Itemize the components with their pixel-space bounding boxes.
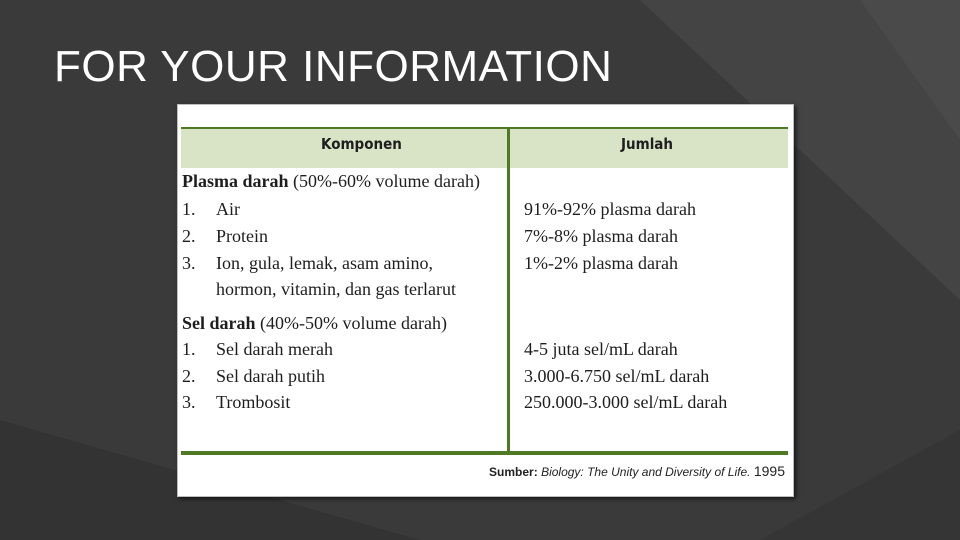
plasma-item-3-name: Ion, gula, lemak, asam amino, (216, 253, 433, 273)
plasma-item-1-amount: 91%-92% plasma darah (524, 199, 696, 219)
sel-item-3-name: Trombosit (216, 392, 291, 412)
plasma-item-1-num: 1. (182, 199, 196, 219)
source-label: Sumber: (489, 465, 538, 479)
plasma-item-2-name: Protein (216, 226, 268, 246)
source-book: Biology: The Unity and Diversity of Life. (541, 465, 751, 479)
section-plasma (182, 171, 480, 192)
plasma-item-3-num: 3. (182, 253, 196, 273)
section-plasma-label: Plasma darah (182, 171, 289, 191)
table-header-row (181, 127, 788, 168)
plasma-item-2-num: 2. (182, 226, 196, 246)
sel-item-1-name: Sel darah merah (216, 339, 333, 359)
blood-components-table (177, 104, 794, 497)
sel-item-2-name: Sel darah putih (216, 366, 325, 386)
header-jumlah: Jumlah (621, 135, 674, 153)
section-plasma-note: (50%-60% volume darah) (293, 171, 480, 191)
bottom-rule (181, 451, 788, 455)
sel-item-1-amount: 4-5 juta sel/mL darah (524, 339, 678, 359)
sel-item-1-num: 1. (182, 339, 196, 359)
section-sel (182, 313, 447, 334)
section-sel-label: Sel darah (182, 313, 256, 333)
source-year: 1995 (753, 463, 785, 479)
column-divider (507, 127, 510, 451)
sel-item-2-num: 2. (182, 366, 196, 386)
header-komponen: Komponen (321, 135, 402, 153)
slide-title: FOR YOUR INFORMATION (54, 42, 613, 91)
source-citation (489, 463, 785, 479)
sel-item-3-num: 3. (182, 392, 196, 412)
sel-item-3-amount: 250.000-3.000 sel/mL darah (524, 392, 728, 412)
plasma-item-1-name: Air (216, 199, 240, 219)
plasma-item-3-amount: 1%-2% plasma darah (524, 253, 678, 273)
section-sel-note: (40%-50% volume darah) (260, 313, 447, 333)
sel-item-2-amount: 3.000-6.750 sel/mL darah (524, 366, 710, 386)
plasma-item-2-amount: 7%-8% plasma darah (524, 226, 678, 246)
plasma-item-3-name-cont: hormon, vitamin, dan gas terlarut (216, 279, 456, 299)
